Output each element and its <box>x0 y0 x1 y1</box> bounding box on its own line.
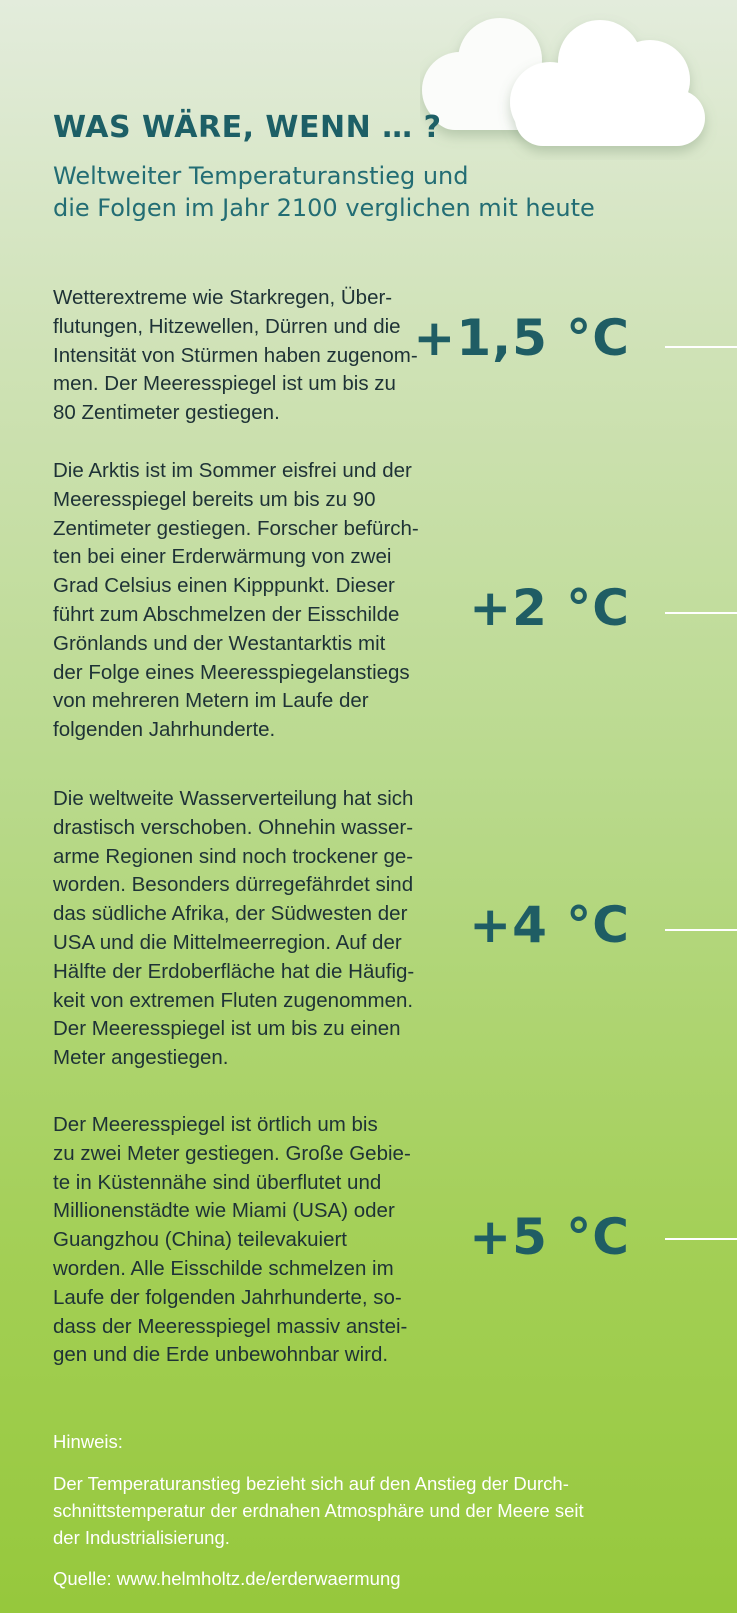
page-title: WAS WÄRE, WENN … ? <box>53 110 442 145</box>
text-line: Grad Celsius einen Kipppunkt. Dieser <box>53 574 395 598</box>
scenario-description-2 <box>53 457 463 745</box>
scenario-description-4 <box>53 785 463 1073</box>
text-line: Zentimeter gestiegen. Forscher befürch- <box>53 516 419 540</box>
page-subtitle <box>53 160 693 224</box>
scale-tick <box>665 346 737 348</box>
text-line: ten bei einer Erderwärmung von zwei <box>53 545 392 569</box>
text-line: dass der Meeresspiegel massiv anstei- <box>53 1314 408 1338</box>
text-line: worden. Alle Eisschilde schmelzen im <box>53 1256 394 1280</box>
scenario-description-5 <box>53 1111 463 1370</box>
scenario-description-1-5 <box>53 284 463 428</box>
text-line: Intensität von Stürmen haben zugenom- <box>53 343 418 367</box>
scale-tick <box>665 1238 737 1240</box>
text-line: drastisch verschoben. Ohnehin wasser- <box>53 815 414 839</box>
text-line: flutungen, Hitzewellen, Dürren und die <box>53 314 401 338</box>
text-line: te in Küstennähe sind überflutet und <box>53 1170 382 1194</box>
text-line: gen und die Erde unbewohnbar wird. <box>53 1343 389 1367</box>
text-line: Meeresspiegel bereits um bis zu 90 <box>53 487 376 511</box>
text-line: Laufe der folgenden Jahrhunderte, so- <box>53 1285 402 1309</box>
text-line: Die Arktis ist im Sommer eisfrei und der <box>53 459 412 482</box>
text-line: das südliche Afrika, der Südwesten der <box>53 902 408 926</box>
temperature-label-1-5: +1,5 °C <box>413 309 630 367</box>
text-line: Der Meeresspiegel ist örtlich um bis <box>53 1113 378 1136</box>
temperature-label-2: +2 °C <box>469 579 630 637</box>
temperature-label-4: +4 °C <box>469 896 630 954</box>
text-line: der Folge eines Meeresspiegelanstiegs <box>53 660 410 684</box>
text-line: Der Temperaturanstieg bezieht sich auf den Anstieg der Durch- <box>53 1473 569 1494</box>
subtitle-line: Weltweiter Temperaturanstieg und <box>53 162 469 190</box>
text-line: Grönlands und der Westantarktis mit <box>53 631 386 655</box>
source-link[interactable]: Quelle: www.helmholtz.de/erderwaermung <box>53 1568 401 1589</box>
cloud-illustration <box>420 10 720 160</box>
text-line: Wetterextreme wie Starkregen, Über- <box>53 286 393 309</box>
text-line: der Industrialisierung. <box>53 1527 230 1548</box>
scale-tick <box>665 612 737 614</box>
text-line: folgenden Jahrhunderte. <box>53 718 276 742</box>
text-line: 80 Zentimeter gestiegen. <box>53 401 280 425</box>
text-line: zu zwei Meter gestiegen. Große Gebie- <box>53 1141 411 1165</box>
text-line: Guangzhou (China) teilevakuiert <box>53 1228 347 1252</box>
scale-tick <box>665 929 737 931</box>
text-line: Millionenstädte wie Miami (USA) oder <box>53 1199 395 1223</box>
text-line: men. Der Meeresspiegel ist um bis zu <box>53 372 396 396</box>
text-line: worden. Besonders dürregefährdet sind <box>53 873 414 897</box>
text-line: arme Regionen sind noch trockener ge- <box>53 844 414 868</box>
text-line: Die weltweite Wasserverteilung hat sich <box>53 787 414 810</box>
hint-text <box>53 1470 653 1551</box>
text-line: keit von extremen Fluten zugenommen. <box>53 988 414 1012</box>
text-line: USA und die Mittelmeerregion. Auf der <box>53 930 402 954</box>
text-line: Hälfte der Erdoberfläche hat die Häufig- <box>53 959 415 983</box>
text-line: von mehreren Metern im Laufe der <box>53 689 369 713</box>
text-line: schnittstemperatur der erdnahen Atmosphäre und der Meere seit <box>53 1500 584 1521</box>
subtitle-line: die Folgen im Jahr 2100 verglichen mit heute <box>53 194 595 222</box>
text-line: Der Meeresspiegel ist um bis zu einen <box>53 1017 401 1041</box>
text-line: Meter angestiegen. <box>53 1046 229 1070</box>
temperature-label-5: +5 °C <box>469 1208 630 1266</box>
text-line: führt zum Abschmelzen der Eisschilde <box>53 602 400 626</box>
hint-label: Hinweis: <box>53 1431 123 1452</box>
